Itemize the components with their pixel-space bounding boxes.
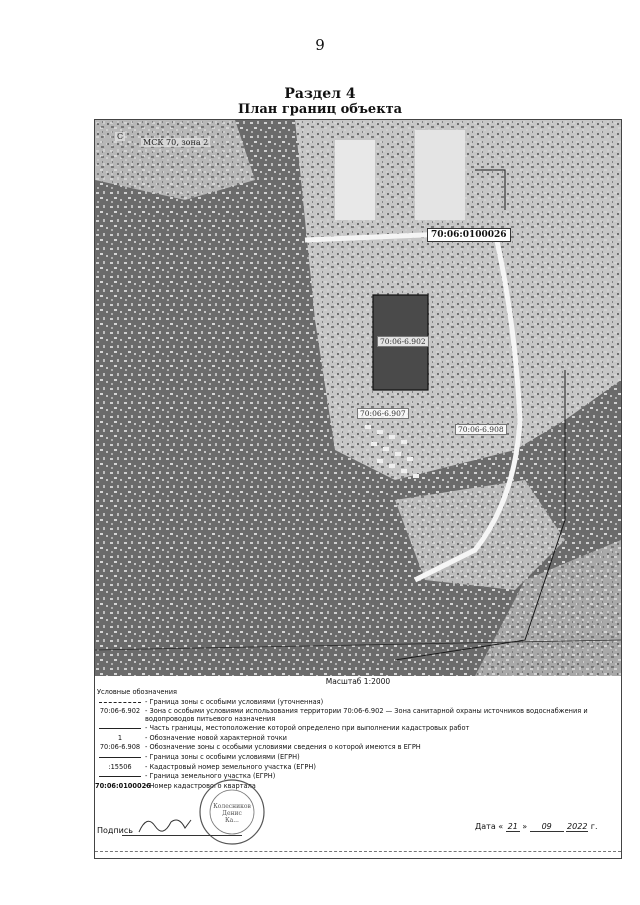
handwritten-signature bbox=[135, 812, 195, 838]
legend-text: - Зона с особыми условиями использования территории 70:06-6.902 — Зона санитарной охраны источников водоснабжения и водопроводов питьевого назначения bbox=[145, 707, 588, 724]
legend-symbol: 70:06-6.908 bbox=[99, 743, 141, 752]
zone-label-908: 70:06-6.908 bbox=[455, 424, 507, 435]
legend-text: - Кадастровый номер земельного участка (ЕГРН) bbox=[145, 762, 316, 771]
svg-text:Ка...: Ка... bbox=[225, 817, 239, 824]
map-image bbox=[95, 120, 621, 676]
date-year: 2022 bbox=[567, 822, 588, 831]
legend-item bbox=[95, 782, 621, 792]
legend-heading: Условные обозначения bbox=[97, 688, 177, 696]
legend-text: - Обозначение зоны с особыми условиями сведения о которой имеются в ЕГРН bbox=[145, 743, 421, 752]
date-day: 21 bbox=[507, 822, 518, 831]
zone-label-907: 70:06-6.907 bbox=[357, 408, 409, 419]
plan-title: План границ объекта bbox=[237, 102, 403, 117]
year-suffix: г. bbox=[590, 822, 598, 831]
legend bbox=[95, 688, 621, 791]
legend-symbol: 1 bbox=[117, 733, 123, 742]
legend-item bbox=[95, 743, 621, 753]
legend-item bbox=[95, 698, 621, 708]
bottom-divider bbox=[95, 851, 621, 852]
legend-item bbox=[95, 707, 621, 724]
signature-label: Подпись bbox=[97, 826, 133, 835]
legend-text: - Граница земельного участка (ЕГРН) bbox=[145, 772, 276, 781]
section-title: Раздел 4 bbox=[284, 86, 356, 102]
map-scale: Масштаб 1:2000 bbox=[325, 677, 391, 686]
legend-item bbox=[95, 772, 621, 782]
legend-symbol-solid-line bbox=[95, 772, 145, 782]
legend-item bbox=[95, 724, 621, 734]
legend-item bbox=[95, 763, 621, 773]
legend-text: - Граница зоны с особыми условиями (уточненная) bbox=[145, 697, 324, 706]
zone-label-902: 70:06-6.902 bbox=[377, 336, 429, 347]
date-field: Дата « 21 » 09 2022 г. bbox=[475, 822, 598, 831]
legend-symbol-solid-line bbox=[95, 724, 145, 734]
signature-block bbox=[95, 818, 621, 842]
legend-text: - Номер кадастрового квартала bbox=[145, 781, 256, 790]
page-number: 9 bbox=[315, 36, 325, 54]
legend-symbol: :15506 bbox=[108, 762, 132, 771]
legend-text: - Граница зоны с особыми условиями (ЕГРН) bbox=[145, 752, 300, 761]
aerial-map bbox=[95, 120, 621, 676]
date-month: 09 bbox=[530, 822, 564, 832]
legend-symbol-solid-line bbox=[95, 753, 145, 763]
legend-symbol: 70:06-6.902 bbox=[99, 707, 141, 716]
coord-system-label: МСК 70, зона 2 bbox=[143, 138, 209, 147]
legend-item bbox=[95, 753, 621, 763]
date-label: Дата « bbox=[475, 822, 504, 831]
legend-symbol: 70:06:0100026 bbox=[95, 781, 151, 790]
legend-symbol-dashed-line bbox=[95, 698, 145, 708]
svg-text:Денис: Денис bbox=[222, 810, 242, 817]
north-mark: С bbox=[117, 132, 124, 141]
cadastral-block-label: 70:06:0100026 bbox=[427, 228, 511, 242]
legend-text: - Часть границы, местоположение которой определено при выполнении кадастровых работ bbox=[145, 724, 470, 733]
legend-text: - Обозначение новой характерной точки bbox=[145, 733, 287, 742]
svg-text:Колесников: Колесников bbox=[213, 803, 251, 810]
legend-item bbox=[95, 734, 621, 744]
